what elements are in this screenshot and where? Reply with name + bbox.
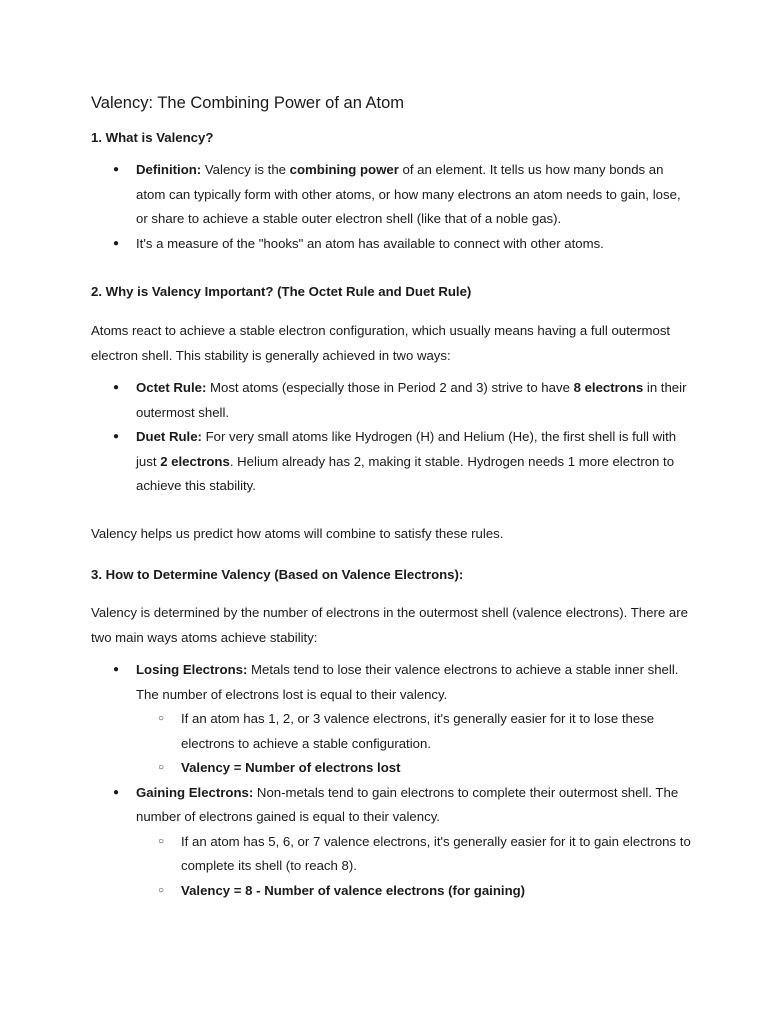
losing-electrons-bullet: ● Losing Electrons: Metals tend to lose their valence electrons to achieve a stable inner shell. The number of electrons lost is equal to their valency. ○ If an atom has 1, 2, or 3 valence electrons, it's generally easier for it to lose these electrons to achieve a stable configuration. ○ Valency = Number of electrons lost [91, 658, 691, 781]
section-1-heading: 1. What is Valency? [91, 130, 214, 145]
gaining-sublist [136, 830, 691, 904]
losing-sublist [136, 707, 691, 781]
gaining-electrons-bullet: ● Gaining Electrons: Non-metals tend to gain electrons to complete their outermost shell. The number of electrons gained is equal to their valency. ○ If an atom has 5, 6, or 7 valence electrons, it's generally easier for it to gain electrons to complete its shell (to reach 8). ○ Valency = 8 - Number of valence electrons (for gaining) [91, 781, 691, 904]
section-3-list [91, 658, 691, 903]
losing-valency-formula: ○ Valency = Number of electrons lost [136, 756, 691, 781]
gaining-valency-formula: ○ Valency = 8 - Number of valence electrons (for gaining) [136, 879, 691, 904]
gaining-electrons-label: Gaining Electrons: [136, 784, 254, 800]
section-2-list [91, 376, 691, 499]
losing-electrons-label: Losing Electrons: [136, 662, 248, 677]
hooks-bullet: ● It's a measure of the "hooks" an atom has available to connect with other atoms. [91, 232, 691, 257]
gaining-sub-item: ○ If an atom has 5, 6, or 7 valence electrons, it's generally easier for it to gain electrons to complete its shell (to reach 8). [136, 830, 691, 879]
octet-rule-bullet: ● Octet Rule: Most atoms (especially those in Period 2 and 3) strive to have 8 electrons in their outermost shell. [91, 376, 691, 425]
section-3-intro: Valency is determined by the number of electrons in the outermost shell (valence electrons). There are two main ways atoms achieve stability: [91, 605, 688, 645]
section-2-outro: Valency helps us predict how atoms will combine to satisfy these rules. [91, 526, 504, 541]
definition-label: Definition: [136, 162, 202, 177]
combining-power-term: combining power [289, 162, 399, 177]
section-1-list [91, 158, 691, 256]
definition-bullet: ● Definition: Valency is the combining power of an element. It tells us how many bonds an atom can typically form with other atoms, or how many electrons an atom needs to gain, lose, or share to achieve a stable outer electron shell (like that of a noble gas). [91, 158, 691, 232]
section-3-heading: 3. How to Determine Valency (Based on Valence Electrons): [91, 567, 464, 582]
duet-rule-bullet: ● Duet Rule: For very small atoms like Hydrogen (H) and Helium (He), the first shell is full with just 2 electrons. Helium already has 2, making it stable. Hydrogen needs 1 more electron to achieve this stability. [91, 425, 691, 499]
section-2-heading: 2. Why is Valency Important? (The Octet Rule and Duet Rule) [91, 284, 472, 299]
octet-rule-label: Octet Rule: [136, 380, 207, 395]
losing-sub-item: ○ If an atom has 1, 2, or 3 valence electrons, it's generally easier for it to lose these electrons to achieve a stable configuration. [136, 707, 691, 756]
document-title: Valency: The Combining Power of an Atom [91, 94, 405, 112]
duet-rule-label: Duet Rule: [136, 429, 202, 444]
section-2-intro: Atoms react to achieve a stable electron configuration, which usually means having a full outermost electron shell. This stability is generally achieved in two ways: [91, 323, 671, 363]
